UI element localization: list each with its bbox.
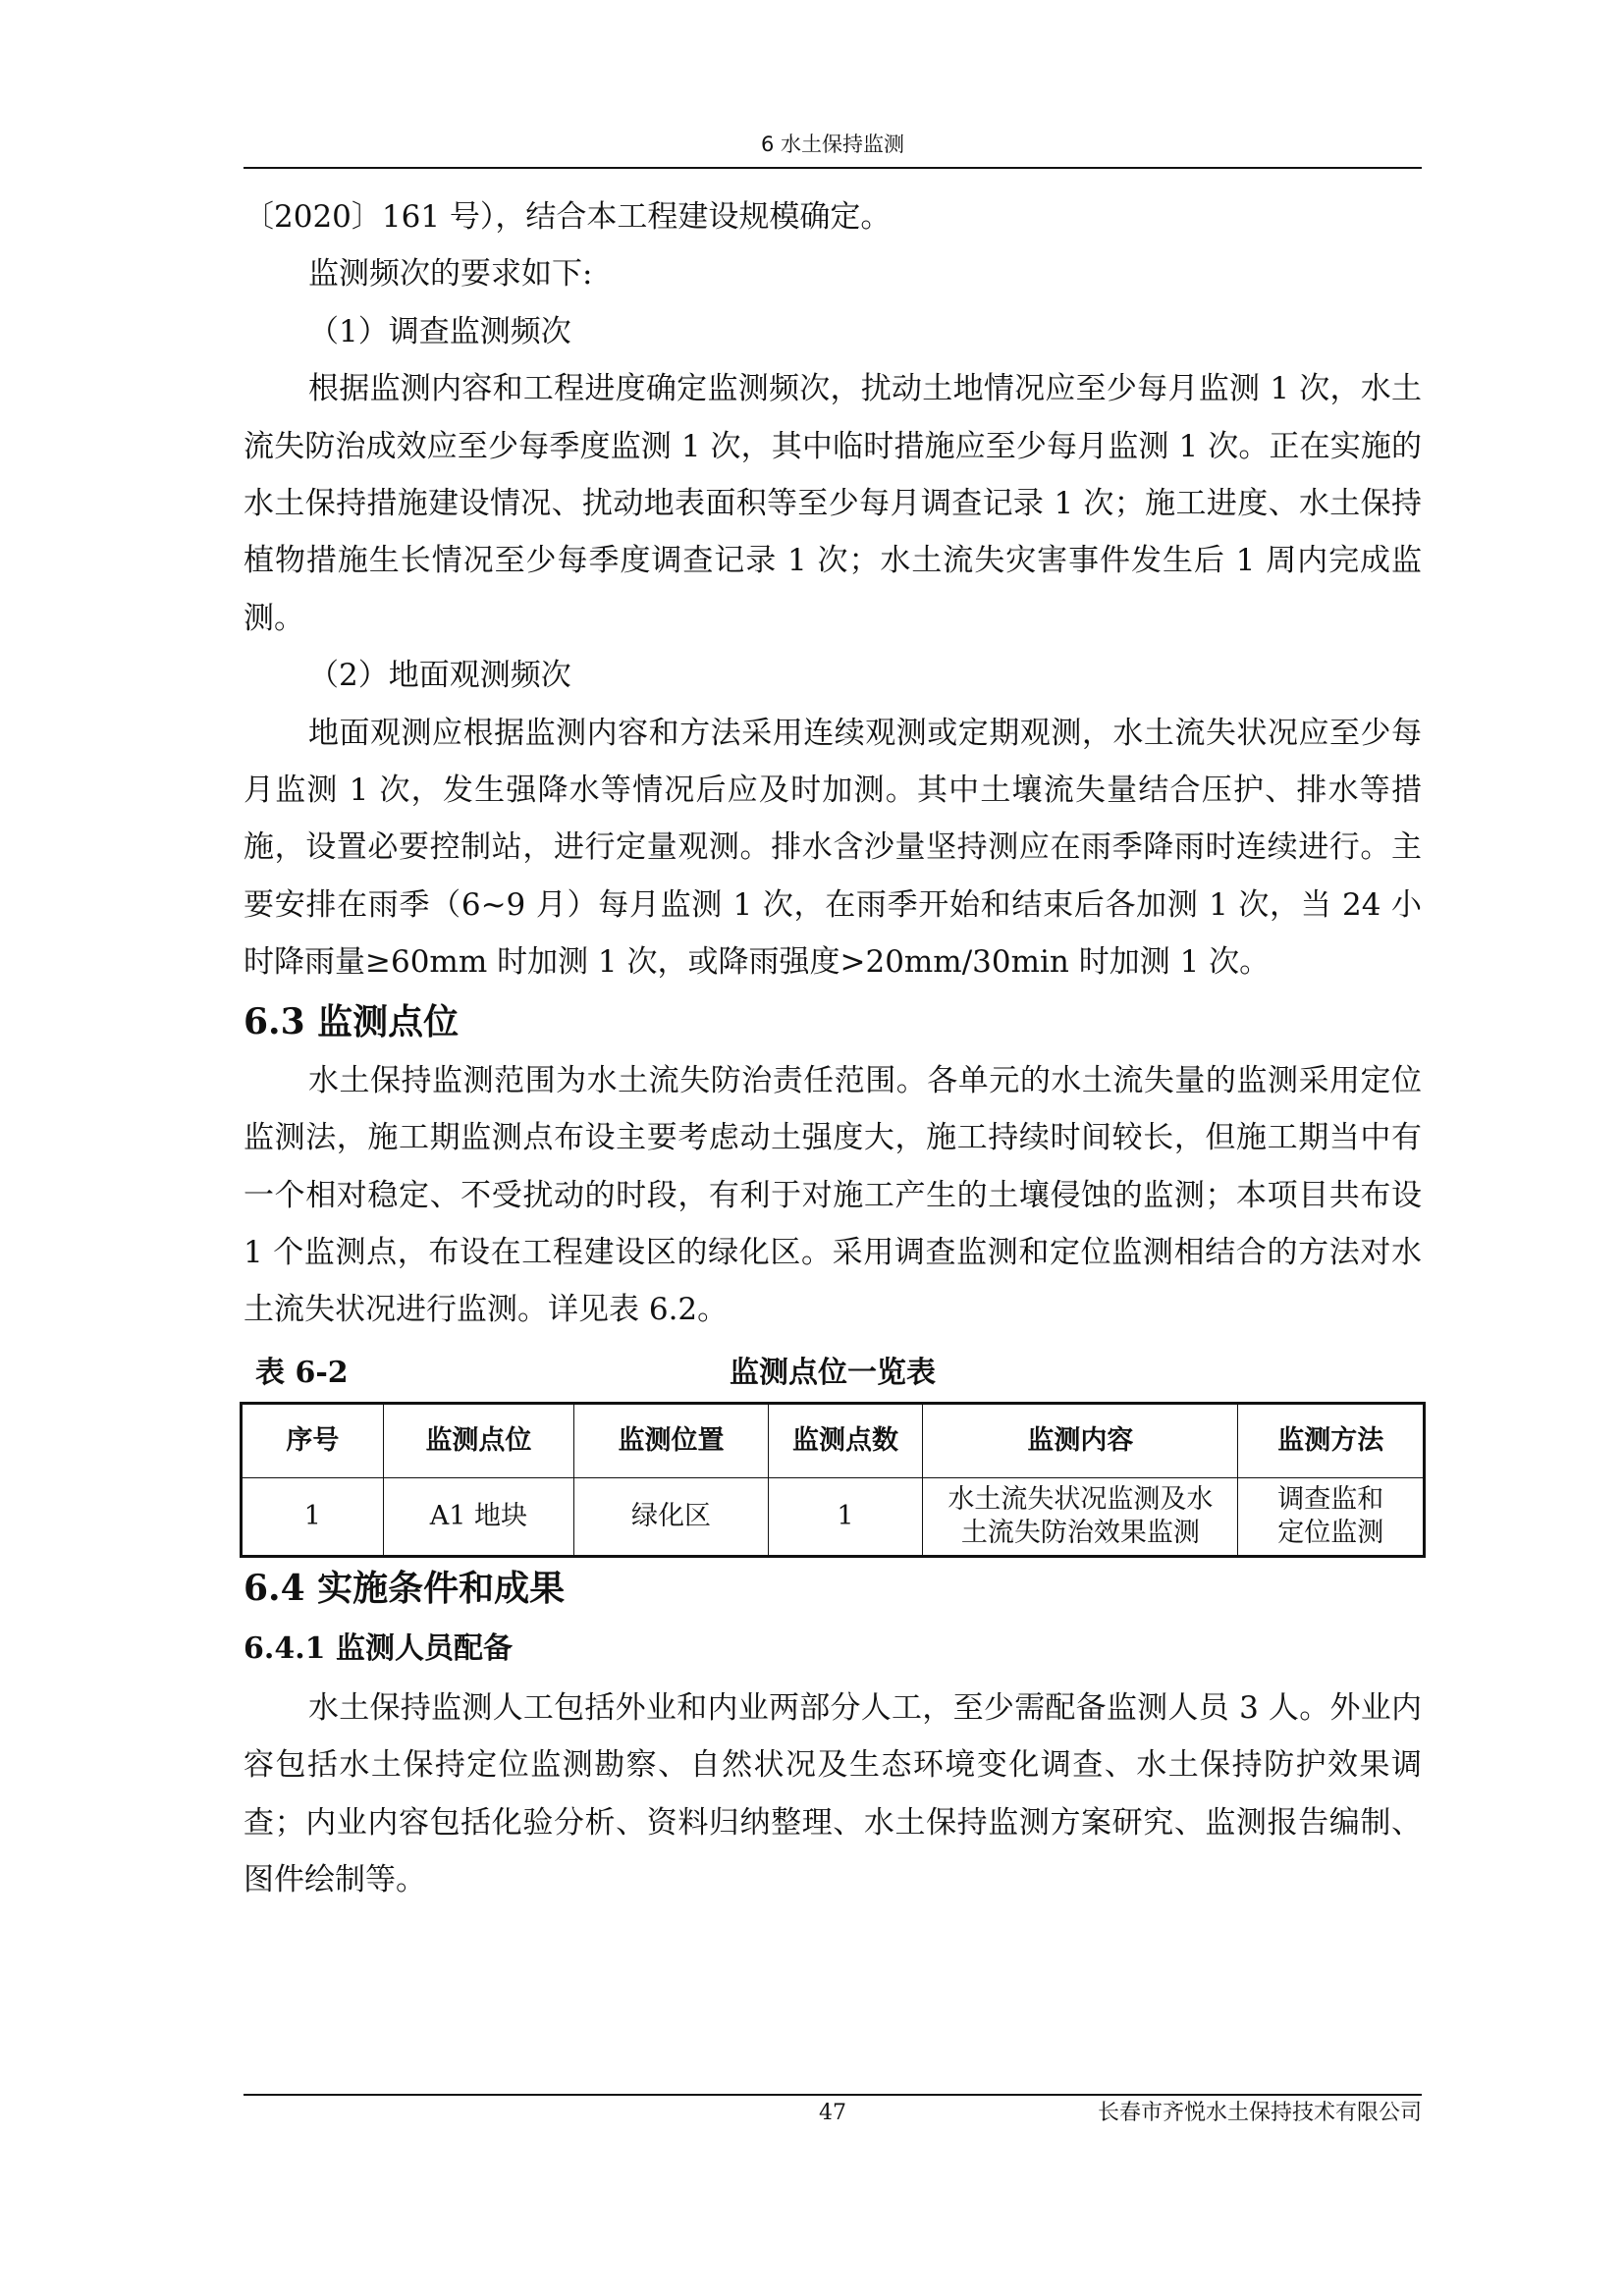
table-cell: A1 地块 xyxy=(383,1477,574,1556)
body-paragraph: 根据监测内容和工程进度确定监测频次，扰动土地情况应至少每月监测 1 次，水土流失防治成效应至少每季度监测 1 次，其中临时措施应至少每月监测 1 次。正在实施的水土保持措施建设情况、扰动地表面积等至少每月调查记录 1 次；施工进度、水土保持植物措施生长情况至少每季度调查记录 1 次；水土流失灾害事件发生后 1 周内完成监测。 xyxy=(244,371,1422,636)
monitoring-points-table xyxy=(240,1402,1426,1558)
running-header: 6 水土保持监测 xyxy=(760,133,905,156)
table-header-cell: 监测位置 xyxy=(574,1403,769,1477)
table-header-cell: 监测点数 xyxy=(768,1403,923,1477)
body-paragraph: 〔2020〕161 号），结合本工程建设规模确定。 xyxy=(244,199,892,235)
footer-rule xyxy=(244,2094,1422,2096)
section-heading: 6.3 监测点位 xyxy=(244,1000,460,1042)
page-number: 47 xyxy=(819,2101,846,2125)
table-row xyxy=(242,1477,1425,1556)
cell-line: 调查监和 xyxy=(1277,1483,1384,1515)
table-caption xyxy=(244,1345,1422,1402)
table-header-cell: 序号 xyxy=(242,1403,384,1477)
list-item: （2）地面观测频次 xyxy=(308,658,571,694)
table-header-row xyxy=(242,1403,1425,1477)
section-heading: 6.4 实施条件和成果 xyxy=(244,1567,566,1609)
table-cell: 1 xyxy=(768,1477,923,1556)
page-content xyxy=(244,188,1422,1908)
body-paragraph: 水土保持监测范围为水土流失防治责任范围。各单元的水土流失量的监测采用定位监测法，施工期监测点布设主要考虑动土强度大，施工持续时间较长，但施工期当中有一个相对稳定、不受扰动的时段，有利于对施工产生的土壤侵蚀的监测；本项目共布设 1 个监测点，布设在工程建设区的绿化区。采用调查监测和定位监测相结合的方法对水土流失状况进行监测。详见表 6.2。 xyxy=(244,1062,1422,1328)
table-cell xyxy=(923,1477,1238,1556)
subsection-heading: 6.4.1 监测人员配备 xyxy=(244,1630,513,1666)
header-rule xyxy=(244,167,1422,169)
table-header-cell: 监测内容 xyxy=(923,1403,1238,1477)
company-name: 长春市齐悦水土保持技术有限公司 xyxy=(1097,2101,1422,2125)
table-title: 监测点位一览表 xyxy=(730,1355,936,1390)
body-paragraph: 监测频次的要求如下: xyxy=(308,256,593,293)
cell-line: 水土流失状况监测及水 xyxy=(947,1483,1214,1515)
table-header-cell: 监测方法 xyxy=(1238,1403,1425,1477)
table-cell: 绿化区 xyxy=(574,1477,769,1556)
cell-line: 土流失防治效果监测 xyxy=(960,1517,1200,1548)
table-header-cell: 监测点位 xyxy=(383,1403,574,1477)
body-paragraph: 水土保持监测人工包括外业和内业两部分人工，至少需配备监测人员 3 人。外业内容包括水土保持定位监测勘察、自然状况及生态环境变化调查、水土保持防护效果调查；内业内容包括化验分析、资料归纳整理、水土保持监测方案研究、监测报告编制、图件绘制等。 xyxy=(244,1689,1422,1897)
table-cell xyxy=(1238,1477,1425,1556)
list-item: （1）调查监测频次 xyxy=(308,313,571,349)
body-paragraph: 地面观测应根据监测内容和方法采用连续观测或定期观测，水土流失状况应至少每月监测 1 次，发生强降水等情况后应及时加测。其中土壤流失量结合压护、排水等措施，设置必要控制站，进行定量观测。排水含沙量坚持测应在雨季降雨时连续进行。主要安排在雨季（6~9 月）每月监测 1 次，在雨季开始和结束后各加测 1 次，当 24 小时降雨量≥60mm 时加测 1 次，或降雨强度>20mm/30min 时加测 1 次。 xyxy=(244,715,1422,981)
table-number: 表 6-2 xyxy=(255,1355,349,1390)
cell-line: 定位监测 xyxy=(1277,1517,1384,1548)
table-cell: 1 xyxy=(242,1477,384,1556)
